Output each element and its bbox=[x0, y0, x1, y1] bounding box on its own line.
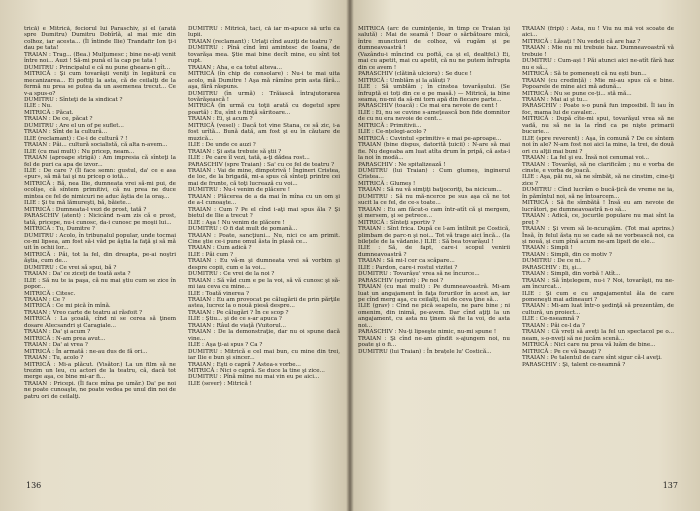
dialogue-line: MITRICĂ : Citesc. bbox=[24, 290, 76, 297]
dialogue-line: DUMITRU : Pînă mîine nu mai vin eu pe aici... bbox=[188, 374, 320, 381]
dialogue-line: TRAIAN : Simpli ! bbox=[522, 245, 573, 252]
dialogue-line: MITRICĂ : Sînteţi sportiv ? bbox=[358, 219, 435, 226]
dialogue-line: TRAIAN : Şi vrem să le-ncurajăm. (Tot mai aprins.) Însă, în felul ăsta nu se cade să ne vorbească noi, ca și nouă, și cum pînă acum ne-am lipsit de ele... bbox=[522, 226, 674, 245]
dialogue-line: ILIE (sever) : Mitrică ! bbox=[188, 380, 252, 387]
dialogue-line: TRAIAN : Eu vă-m şi dumneata vrei să vorbim şi despre copii, cum e la voi... bbox=[188, 258, 340, 271]
dialogue-line: MITRICĂ : Ce mi pică în mînă. bbox=[24, 303, 111, 310]
dialogue-line: MITRICĂ : Să te pomenești că nu ești bun... bbox=[522, 71, 647, 78]
dialogue-line: TRAIAN : Da' şi acum ? bbox=[24, 329, 91, 336]
dialogue-line: PARASCHIV : Ei, şi... bbox=[522, 264, 582, 271]
dialogue-line: ILIE : Ce-nseamnă ? bbox=[522, 316, 580, 323]
book-gutter bbox=[346, 0, 354, 511]
dialogue-line: PARASCHIV (spre Traian) : Sa' cu ce fel de teatru ? bbox=[188, 161, 335, 168]
dialogue-line: TRAIAN : De la demonstraţie, dar nu oi spune dacă vine... bbox=[188, 329, 340, 342]
dialogue-line: DUMITRU : De ce ni... ? bbox=[522, 258, 591, 265]
dialogue-line: DUMITRU : Sînteţi de la sindicat ? bbox=[24, 96, 123, 103]
dialogue-line: MITRICĂ : Păi, tot la fel, din dreapta, pe-ai noştri ăştia, cum de... bbox=[24, 251, 176, 265]
dialogue-line: MITRICĂ (în urmă cu toţii arată cu degetul spre poartă) : Eu, sînt o fiinţă săritoare... bbox=[188, 103, 340, 116]
dialogue-line: TRAIAN : Simpli, din vorbă ! Atît... bbox=[522, 271, 621, 278]
left-page bbox=[24, 18, 344, 498]
dialogue-line: TRAIAN : Pe talentul de care sînt sigur că-l aveţi. bbox=[522, 355, 662, 362]
dialogue-line: DUMITRU : Nu-i venim de plăcere ! bbox=[188, 187, 290, 194]
dialogue-line: TRAIAN : Păi... cultură socialistă, că alta n-avem... bbox=[24, 142, 168, 149]
dialogue-line: TRAIAN : Sînt frica. După ce l-am întîlnit pe Costică, plimbam de parc-n şi noi... Tot vă trage aici încă... (Ia bilețele de la vădanie.) ILIE : Să bea tovarășul ! bbox=[358, 226, 510, 245]
dialogue-line: MITRICĂ : Şi cum tovarăşii veniţi în legătură cu mecanizarea... Ei poftiţi la asta, că de ceilalţi de la fermă nu prea se putea da un asemenea trecut... Ce v-a spus-o? bbox=[24, 71, 176, 97]
dialogue-line: TRAIAN : Mai ai şi tu... bbox=[522, 96, 588, 103]
right-page-column-1 bbox=[358, 26, 510, 478]
dialogue-line: MITRICĂ : Lăsați ! Nu vedeți că are haz ? bbox=[522, 38, 641, 45]
dialogue-line: MITRICĂ : Nu se pune ce-ți... stă mă... bbox=[522, 90, 632, 97]
dialogue-line: ILIE (cu mai mult) : Nu pricep, neam... bbox=[24, 148, 135, 155]
dialogue-line: ILIE : Să, de fapt, care-i scopul venirii dumneavoastră ? bbox=[358, 245, 510, 258]
dialogue-line: TRAIAN : Să nu vă simţiţi batjocoriţi, ba nicicum... bbox=[358, 187, 502, 194]
dialogue-line: MITRICĂ : Nici care nu prea vă luăm de bine... bbox=[522, 342, 656, 349]
dialogue-line: TRAIAN : Să văd cum e pe la voi, să vă cunosc şi să-mi iau ceva cu mine... bbox=[188, 277, 340, 291]
dialogue-line: TRAIAN : Pe călugări ? În ce scop ? bbox=[188, 309, 289, 316]
dialogue-line: TRAIAN : Eu am făcut-o cam într-atît că şi mergem, şi mersem, şi se petrece... bbox=[358, 206, 510, 220]
dialogue-line: DUMITRU : Ce vrei de la noi ? bbox=[188, 271, 275, 278]
dialogue-line: DUMITRU : Mitrică e cel mai bun, cu mine din trei, iar Ilie e bun şi sincer... bbox=[188, 348, 340, 362]
dialogue-line: TRAIAN : Sînt de la cultură... bbox=[24, 129, 108, 136]
dialogue-line: TRAIAN : De ce, păcat ? bbox=[24, 116, 93, 123]
dialogue-line: ILIE : Aşa ! Nu venim de plăcere ! bbox=[188, 219, 285, 226]
dialogue-line: PARASCHIV : Ne spitalizează ! bbox=[358, 161, 446, 168]
dialogue-line: TRAIAN : Tovarăşi, să ne clarificăm ; nu e vorba de cinste, e vorba de joacă. bbox=[522, 161, 674, 174]
dialogue-line: PARASCHIV (sprint) : Pe noi ? bbox=[358, 277, 444, 284]
dialogue-line: MITRICĂ (arc de cuminţenie, în timp ce Traian își salută) : Mai de seamă ! Doar o sărbătoare mică, între muncitorii de colhoz, vă rugăm și pe dumneavoastră ! bbox=[358, 26, 510, 52]
dialogue-line: TRAIAN : Vai de mine, dimpotrivă ! Îngineri Cristea, de loc, de la brigadă, mi-a spus că sînteţi printre cei mai de frunte, că toţi lucrează cu voi... bbox=[188, 167, 340, 187]
dialogue-line: ILIE : Aşa, păi nu, să ne sîmbăt, să ne cinstim, cine-ţi zice ? bbox=[522, 174, 674, 187]
left-page-column-1 bbox=[24, 26, 176, 478]
dialogue-line: ILIE : Să umblăm ; în cinstea tovarășului. (Se înfruptă ei toți din ce e pe masă.) — Mitrică, ia bine seama, nu-mi da să-mi torn apă din fiecare parte... bbox=[358, 84, 510, 103]
dialogue-line: (Vazându-i mîncind cu poftă, ca și el, dealtfel.) Ei, mai cu apetit, mai cu apetit, că nu ne putem înfrupta din ce avem ! bbox=[358, 51, 510, 71]
dialogue-line: TRAIAN : Ei, şi acum ? bbox=[188, 116, 253, 123]
dialogue-line: DUMITRU : Principalul e că nu pune gheara-n gît... bbox=[24, 64, 171, 71]
left-page-column-2 bbox=[188, 26, 340, 478]
dialogue-line: TRAIAN : Da' ai vrea ? bbox=[24, 342, 88, 349]
dialogue-line: MITRICĂ (vesel) : Dacă tot vine Stana, ce să zic, i-a fost urîtă... Bună dată, am fost şi eu în căutare de muzică... bbox=[188, 122, 340, 142]
dialogue-line: ILIE (grav) : Cînd ne pică seapelu, ne pare bine ; ni omenim, din inimă, pe-avem. Dar cînd aţiţi la un angajament, cu asta nu ţinem să fie la voi, de asta noi... bbox=[358, 303, 510, 329]
dialogue-line: TRAIAN (cu credință) : Mie mi-au spus că e bine. Popoarele de mine aici mă adună... bbox=[522, 77, 674, 91]
dialogue-line: TRAIAN : Mi-am luat într-o şedinţă să prezentăm, de cultură, un proiect... bbox=[522, 303, 674, 316]
dialogue-line: TRAIAN : Eşti o capră ? Astea-s vorbe... bbox=[188, 361, 301, 368]
dialogue-line: TRAIAN : Cum adică ? bbox=[188, 245, 252, 252]
dialogue-line: TRAIAN : Mie nu mi trebuie haz. Dumneavoastră vă trebuie ! bbox=[522, 45, 674, 58]
dialogue-line: ILIE : Şi cum e cu angajamentul ăla de care pomeneşti mai adineauri ? bbox=[522, 290, 674, 304]
dialogue-line: MITRICĂ : Pe ce vă bazaţi ? bbox=[522, 348, 601, 355]
dialogue-line: MITRICĂ : Dumneata-l vezi de prost, tată ? bbox=[24, 206, 147, 213]
dialogue-line: TRAIAN : Poate, sancţiuni... Nu, nici ce am primit. Cine ştie ce-i pune omul ăsta în plasă ce... bbox=[188, 232, 340, 245]
dialogue-line: TRAIAN : Eu am provocat pe călugării de prin părţile astea, lucrez la o nouă piesă despre... bbox=[188, 297, 340, 310]
dialogue-line: DUMITRU : Are el un of pe suflet... bbox=[24, 122, 124, 129]
dialogue-line: TRAIAN : Cum ? Pe el cînd i-aţi mai spus ăla ? Şi bietul de Ilie a trecut ? bbox=[188, 206, 340, 220]
dialogue-line: ILIE : Toată vinerea ? bbox=[188, 290, 249, 297]
dialogue-line: ILIE : De care ? (Îl face semn: gustul, da' ce e asa «pur», să mă tai şi nu pricep o iotă... bbox=[24, 167, 176, 181]
dialogue-line: trică) e Mitrică, feciorul lui Paraschiv, și el (arată spre Dumitru) Dumitru Dobîrlă, al mai mic din colhoz, iar acesta... (Îl întinde Ilie) Trandafir Ion ţi-i dau pe tata! bbox=[24, 26, 176, 52]
dialogue-line: DUMITRU : Mitrică, taci, că iar m-apuce să urlu ca lupii. bbox=[188, 26, 340, 39]
dialogue-line: TRAIAN : Şi asta trebuie să ştii ? bbox=[188, 148, 282, 155]
dialogue-line: TRAIAN : Râul de viaţă (Vuitorul... bbox=[188, 322, 286, 329]
dialogue-line: ILIE : Aşa ţi-ai spus ? Ca ? bbox=[188, 342, 263, 349]
dialogue-line: MITRICĂ (în chip de consolare) : Nu-i te mai uita acolo, mă Dumitre ! Aşa mă rămîne prin asta fără... aşa, fără răspuns. bbox=[188, 71, 340, 91]
dialogue-line: MITRICĂ : Cuvintul «primitiv» e mai pe-aproape... bbox=[358, 135, 502, 142]
dialogue-line: MITRICĂ : Tu, Dumitre ? bbox=[24, 226, 95, 233]
dialogue-line: TRAIAN : Da' ce ziceţi de toată asta ? bbox=[24, 271, 131, 278]
dialogue-line: TRAIAN : Simpli, din ce motiv ? bbox=[522, 251, 612, 258]
dialogue-line: ILIE : Ce-nțelegi-acolo ? bbox=[358, 129, 427, 136]
dialogue-line: ILIE : Păi cum ? bbox=[188, 251, 234, 258]
dialogue-line: TRAIAN : Pricepi. (Îl face mîna pe umăr.) Da' pe noi ne poate cunoaşte, ne poate vedea pe unul din noi de patru ori de ceilalţi. bbox=[24, 380, 176, 400]
dialogue-line: TRAIAN : Să mi-l cer ca scăpare... bbox=[358, 258, 455, 265]
dialogue-line: ILIE : Pardon, care-i rostul vizitei ? bbox=[358, 264, 458, 271]
dialogue-line: PARASCHIV (toacă) : Ce mai era nevoie de cent ! bbox=[358, 103, 498, 110]
dialogue-line: TRAIAN : La fel şi eu. Însă noi cenumai voi... bbox=[522, 155, 650, 162]
dialogue-line: DUMITRU : O fi dat mult de pomană... bbox=[188, 226, 298, 233]
dialogue-line: TRAIAN : Aha, e ca totul alteva... bbox=[188, 64, 282, 71]
dialogue-line: TRAIAN : Că vreți să aveți la fel un spectacol pe o... neam, s-o-nveţi să ne jucăm scenă... bbox=[522, 329, 674, 342]
dialogue-line: ILIE : Ei, nu se cuvine s-ameţească bon fide domnitor de cu nu era nevoie de cent... bbox=[358, 109, 510, 123]
dialogue-line: PARASCHIV (atent) : Nicicând n-am zis că e prost, tată, pricepe, nu-i cunosc, da-i cunosc pe moşii lui... bbox=[24, 213, 176, 226]
dialogue-line: PARASCHIV : Nu-ţi lipseşte nimic, nu-mi spune ! bbox=[358, 329, 497, 336]
dialogue-line: DUMITRU : Ce vrei să spui, bă ? bbox=[24, 264, 117, 271]
dialogue-line: MITRICĂ : La şcoală, cînd ni se cerea să ţinem dosare Alecsandri şi Caragiale... bbox=[24, 316, 176, 329]
dialogue-line: DUMITRU (în urmă) : Trăiască întrajutorarea tovărăşească ! bbox=[188, 90, 340, 103]
dialogue-line: ILIE : Ştiu... şi de ce s-ar apuca ? bbox=[188, 316, 282, 323]
dialogue-line: MITRICĂ : Bă, nea Ilie, dumneata vrei să-mi pui, de ocolișe, că sîntem primitivi, că nu prea ne duce mintea ce fel de nimicuri ne aduc ăştia de la oraş... bbox=[24, 180, 176, 200]
dialogue-line: TRAIAN : Adică, ce, jocurile populare nu mai sînt la preț ? bbox=[522, 213, 674, 226]
right-page-column-2 bbox=[522, 26, 674, 478]
dialogue-line: MITRICĂ : Păcat. bbox=[24, 109, 74, 116]
dialogue-line: MITRICĂ : Glumeș ! bbox=[358, 180, 416, 187]
dialogue-line: DUMITRU : Tovarășu' vrea să ne încurce... bbox=[358, 271, 480, 278]
dialogue-line: TRAIAN (aproape strigă) : Am impresia că sînteţi la fel de puri ca apa de izvor... bbox=[24, 155, 176, 168]
dialogue-line: TRAIAN : Şi cînd ne-am gîndit s-ajungem noi, nu poate şi o fi... bbox=[358, 335, 510, 349]
dialogue-line: MITRICĂ : În armată : ne-au dus de fă ori... bbox=[24, 348, 148, 355]
dialogue-line: TRAIAN : Tu, acolo ? bbox=[24, 355, 84, 362]
dialogue-line: PARASCHIV (clătină ulcioru) : Se duce ! bbox=[358, 71, 472, 78]
dialogue-line: ILIE : Să nu te ia paşa, că nu mai ştiu cum se zice în popor... bbox=[24, 277, 176, 291]
dialogue-line: ILIE : Nu. bbox=[24, 103, 52, 110]
dialogue-line: TRAIAN : Trag... (Bea.) Mulţumesc ; bine ne-aţi venit între noi... Auzi ! Să-mi pună el la cap pe tata ! bbox=[24, 51, 176, 65]
dialogue-line: DUMITRU (lui Traian) : Cum glumeș, inginerul Cristea... bbox=[358, 167, 510, 181]
dialogue-line: MITRICĂ : Să fie sîmbătă ! Însă eu am nevoie de lucrători, pe dumneavoastră n-o să... bbox=[522, 200, 674, 213]
dialogue-line: TRAIAN (cu mai mult) : Pe dumneavoastră. Mi-am luat un angajament în faţa forurilor în acest an, iar pe cînd merg aşa, cu ceilalţi, lui de ceva ţine să... bbox=[358, 284, 510, 304]
dialogue-line: DUMITRU : Cînd lucrăm o bucă-ţică de vreme ne ia, în pămîntul noi, să ne întoarcem... bbox=[522, 187, 674, 200]
dialogue-line: PARASCHIV : Şi, talent ce-neamnă ? bbox=[522, 361, 626, 368]
left-page-number: 136 bbox=[26, 481, 42, 490]
dialogue-line: ILIE (reclamant) : Ce-i de cultură ? ! bbox=[24, 135, 128, 142]
right-page bbox=[358, 18, 678, 498]
dialogue-line: TRAIAN (reclamant) : Urlaţi cînd auziţi de teatru ? bbox=[188, 38, 333, 45]
dialogue-line: DUMITRU : Pînă cînd îmi amintesc de Ioana, de tovarăşa mea. Ştie mai bine decît mine, eu sînt tot rupt. bbox=[188, 45, 340, 65]
dialogue-line: TRAIAN : Ce ? bbox=[24, 297, 65, 304]
dialogue-line: MITRICĂ : N-am prea avut... bbox=[24, 335, 106, 342]
dialogue-line: DUMITRU : Să nu mă-ncerce pe sus aşa că ne tot sucit la ce fel, de ce-s toate... bbox=[358, 193, 510, 207]
dialogue-line: MITRICĂ : Nici o capră. Se duce la tine şi zice... bbox=[188, 368, 325, 375]
dialogue-line: DUMITRU : Acolo, în tribunalul popular, unde tocmai ce-mi lipsea, am fost să-i văd pe ăştia la faţă şi să mă uit în ochii lor... bbox=[24, 232, 176, 252]
dialogue-line: DUMITRU : Cum-ași ! Păi atunci aici ne-atît fără haz nu e să... bbox=[522, 58, 674, 71]
dialogue-line: TRAIAN : Plăcerea de a da mai în mîna cu un om şi de a-l cunoaşte... bbox=[188, 193, 340, 207]
dialogue-line: MITRICĂ : Mi-a plăcut. (Visător.) La un film să ne trezim un leu, cu actori de la teatru, că, dacă tot merge aşa, ce bine mi-ar fi... bbox=[24, 361, 176, 381]
dialogue-line: MITRICĂ : Primitivii... bbox=[358, 122, 422, 129]
dialogue-line: ILIE (spre reverent) : Aşa, în comună ? De ce sîntem noi în ale? N-am fost noi aici la mine, la trei, de două ori cu alţii mai buni ? bbox=[522, 135, 674, 155]
right-page-number: 137 bbox=[662, 481, 678, 490]
dialogue-line: TRAIAN : Păi ce-l da ? bbox=[522, 322, 585, 329]
dialogue-line: TRAIAN : Să înțelegem, nu-i ? Noi, tovarăşii, nu ne-am încurcat... bbox=[522, 277, 674, 291]
dialogue-line: ILIE : De unde ce auzi ? bbox=[188, 142, 256, 149]
dialogue-line: MITRICĂ : Umblăm și la alăuți ? bbox=[358, 77, 450, 84]
dialogue-line: DUMITRU (lui Traian) : În brațele lu' Costică... bbox=[358, 348, 492, 355]
dialogue-line: TRAIAN (fripi) : Asta, nu ! Viu nu mă voi scoate de aici... bbox=[522, 26, 674, 39]
dialogue-line: ILIE : Pe care îl vezi, tată, a-ţi dădea rost... bbox=[188, 155, 310, 162]
dialogue-line: TRAIAN : Vreo carte de teatru ai răsfoit ? bbox=[24, 309, 143, 316]
dialogue-line: ILIE : Şi tu mă lămureşti, bă, băiete... bbox=[24, 200, 131, 207]
dialogue-line: TRAIAN (bine dispus, datorită țuicii) : N-are să mai fie. Nu degeaba am luat atîta drum în pripă, că asta-i la noi în modă... bbox=[358, 142, 510, 162]
dialogue-line: PARASCHIV : Poate s-o pună fun imposibil. Îl iau în foc, mama lui de cavaler... bbox=[522, 103, 674, 116]
dialogue-line: MITRICĂ : După cîte-mi spui, tovarăşul vrea să ne vadă, nu să ne ia la rînd ca pe nişte primarii bucurie... bbox=[522, 116, 674, 136]
